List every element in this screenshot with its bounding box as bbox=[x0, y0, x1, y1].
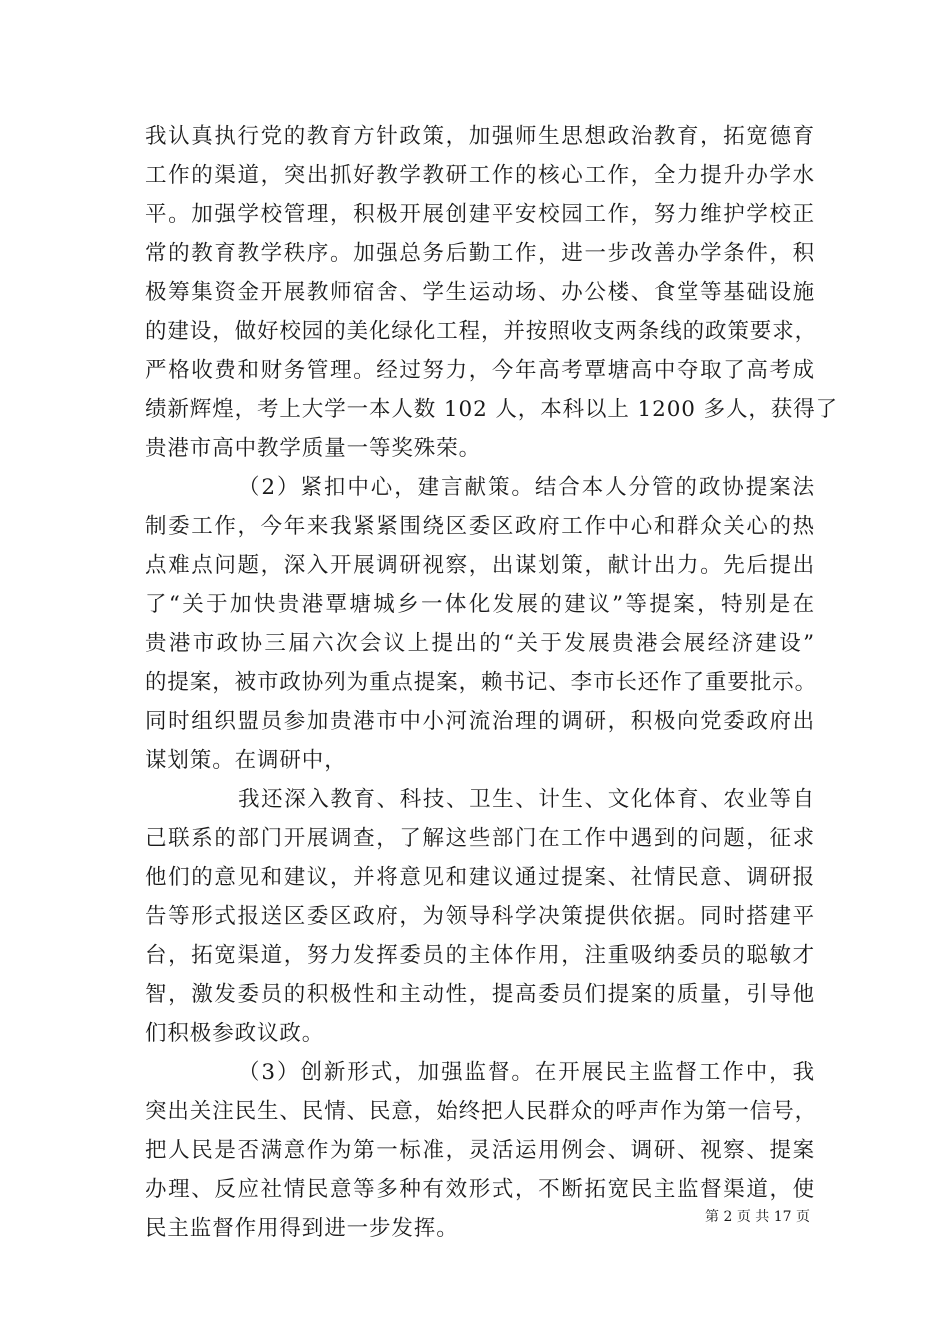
text-line: 的提案，被市政协列为重点提案，赖书记、李市长还作了重要批示。 bbox=[145, 670, 818, 695]
text-line: 绩新辉煌，考上大学一本人数 102 人，本科以上 1200 多人，获得了 bbox=[145, 397, 838, 422]
text-line: 制委工作，今年来我紧紧围绕区委区政府工作中心和群众关心的热 bbox=[145, 514, 815, 539]
text-line: 告等形式报送区委区政府，为领导科学决策提供依据。同时搭建平 bbox=[145, 904, 815, 929]
text-line: 同时组织盟员参加贵港市中小河流治理的调研，积极向党委政府出 bbox=[145, 709, 815, 734]
paragraph-heading-2: （2）紧扣中心，建言献策。结合本人分管的政协提案法 bbox=[238, 475, 815, 500]
text-line: 台，拓宽渠道，努力发挥委员的主体作用，注重吸纳委员的聪敏才 bbox=[145, 943, 815, 968]
text-line: 工作的渠道，突出抓好教学教研工作的核心工作，全力提升办学水 bbox=[145, 163, 815, 188]
text-line: 常的教育教学秩序。加强总务后勤工作，进一步改善办学条件，积 bbox=[145, 241, 815, 266]
text-line: 我认真执行党的教育方针政策，加强师生思想政治教育，拓宽德育 bbox=[145, 124, 815, 149]
text-line: 己联系的部门开展调查，了解这些部门在工作中遇到的问题，征求 bbox=[145, 826, 815, 851]
text-line: 办理、反应社情民意等多种有效形式，不断拓宽民主监督渠道，使 bbox=[145, 1177, 815, 1202]
page-number-footer: 第 2 页 共 17 页 bbox=[705, 1209, 810, 1225]
text-line: 贵港市政协三届六次会议上提出的“关于发展贵港会展经济建设” bbox=[145, 631, 815, 656]
text-line: 的建设，做好校园的美化绿化工程，并按照收支两条线的政策要求， bbox=[145, 319, 818, 344]
text-line: 突出关注民生、民情、民意，始终把人民群众的呼声作为第一信号， bbox=[145, 1099, 818, 1124]
text-line: 把人民是否满意作为第一标准，灵活运用例会、调研、视察、提案 bbox=[145, 1138, 815, 1163]
text-line: 点难点问题，深入开展调研视察，出谋划策，献计出力。先后提出 bbox=[145, 553, 815, 578]
text-line: 严格收费和财务管理。经过努力，今年高考覃塘高中夺取了高考成 bbox=[145, 358, 815, 383]
paragraph-heading-3: （3）创新形式，加强监督。在开展民主监督工作中，我 bbox=[238, 1060, 815, 1085]
text-line: 智，激发委员的积极性和主动性，提高委员们提案的质量，引导他 bbox=[145, 982, 815, 1007]
text-line: 谋划策。在调研中， bbox=[145, 748, 347, 773]
text-line: 我还深入教育、科技、卫生、计生、文化体育、农业等自 bbox=[238, 787, 815, 812]
text-line: 民主监督作用得到进一步发挥。 bbox=[145, 1216, 459, 1241]
text-line: 了“关于加快贵港覃塘城乡一体化发展的建议”等提案，特别是在 bbox=[145, 592, 815, 617]
text-line: 平。加强学校管理，积极开展创建平安校园工作，努力维护学校正 bbox=[145, 202, 815, 227]
text-line: 贵港市高中教学质量一等奖殊荣。 bbox=[145, 436, 482, 461]
text-line: 他们的意见和建议，并将意见和建议通过提案、社情民意、调研报 bbox=[145, 865, 815, 890]
text-line: 们积极参政议政。 bbox=[145, 1021, 325, 1046]
text-line: 极筹集资金开展教师宿舍、学生运动场、办公楼、食堂等基础设施 bbox=[145, 280, 815, 305]
